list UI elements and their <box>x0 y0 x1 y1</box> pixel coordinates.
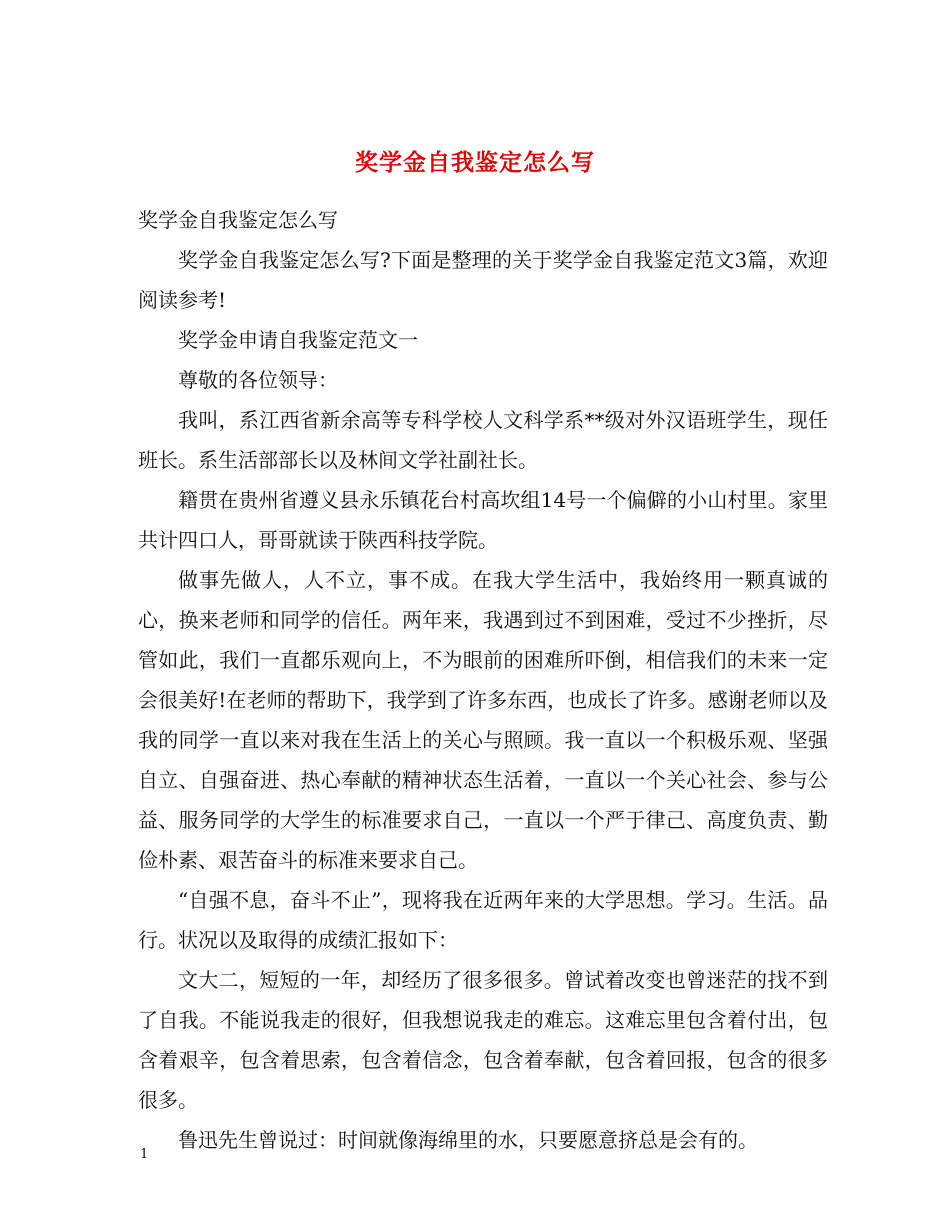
document-body <box>138 200 828 1160</box>
body-paragraph: 做事先做人，人不立，事不成。在我大学生活中，我始终用一颗真诚的心，换来老师和同学的信任。两年来，我遇到过不到困难，受过不少挫折，尽管如此，我们一直都乐观向上，不为眼前的困难所吓倒，相信我们的未来一定会很美好!在老师的帮助下，我学到了许多东西，也成长了许多。感谢老师以及我的同学一直以来对我在生活上的关心与照顾。我一直以一个积极乐观、坚强自立、自强奋进、热心奉献的精神状态生活着，一直以一个关心社会、参与公益、服务同学的大学生的标准要求自己，一直以一个严于律己、高度负责、勤俭朴素、艰苦奋斗的标准来要求自己。 <box>138 568 828 872</box>
document-title: 奖学金自我鉴定怎么写 <box>355 149 595 177</box>
body-paragraph: “自强不息，奋斗不止”，现将我在近两年来的大学思想。学习。生活。品行。状况以及取得的成绩汇报如下： <box>138 888 828 952</box>
section-heading: 奖学金申请自我鉴定范文一 <box>178 328 418 352</box>
body-paragraph: 文大二，短短的一年，却经历了很多很多。曾试着改变也曾迷茫的找不到了自我。不能说我走的很好，但我想说我走的难忘。这难忘里包含着付出，包含着艰辛，包含着思索，包含着信念，包含着奉献，包含着回报，包含的很多很多。 <box>138 968 828 1112</box>
body-paragraph: 我叫，系江西省新余高等专科学校人文科学系**级对外汉语班学生，现任班长。系生活部部长以及林间文学社副社长。 <box>138 408 828 472</box>
body-paragraph: 籍贯在贵州省遵义县永乐镇花台村高坎组14号一个偏僻的小山村里。家里共计四口人，哥哥就读于陕西科技学院。 <box>138 488 828 552</box>
subtitle-paragraph: 奖学金自我鉴定怎么写 <box>138 208 338 232</box>
page-number: 1 <box>140 1147 149 1162</box>
intro-paragraph: 奖学金自我鉴定怎么写?下面是整理的关于奖学金自我鉴定范文3篇，欢迎阅读参考! <box>138 248 828 312</box>
body-paragraph: 鲁迅先生曾说过：时间就像海绵里的水，只要愿意挤总是会有的。 <box>178 1128 758 1152</box>
salutation-paragraph: 尊敬的各位领导： <box>178 368 338 392</box>
